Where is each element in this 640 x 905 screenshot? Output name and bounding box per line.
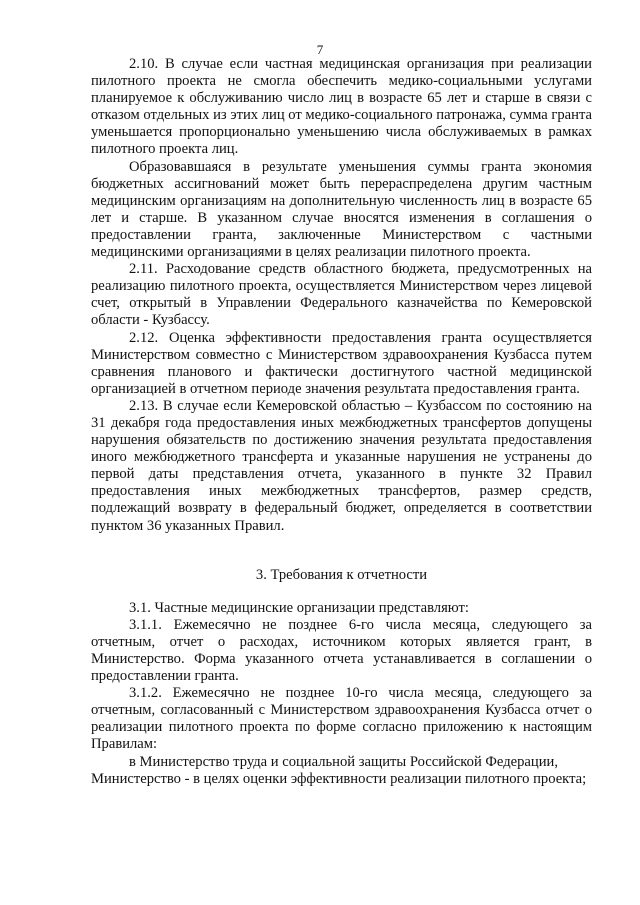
paragraph-recipient-ministry-labor: в Министерство труда и социальной защиты Российской Федерации,	[129, 753, 558, 770]
document-body	[91, 56, 592, 788]
spacer	[91, 535, 592, 552]
paragraph-2-10: 2.10. В случае если частная медицинская организация при реализации пилотного проекта не смогла обеспечить медико-социальными услугами планируемое к обслуживанию число лиц в возрасте 65 лет и старше в связи с отказом отдельных из этих лиц от медико-социального патронажа, сумма гранта уменьшается пропорционально уменьшению числа обслуживаемых в рамках пилотного проекта лиц.	[91, 56, 592, 158]
page-number: 7	[316, 42, 324, 57]
paragraph-2-12: 2.12. Оценка эффективности предоставления гранта осуществляется Министерством совместно с Министерством здравоохранения Кузбасса путем сравнения планового и фактически достигнутого частной медицинской организацией в отчетном периоде значения результата предоставления гранта.	[91, 329, 592, 397]
paragraph-3-1-1: 3.1.1. Ежемесячно не позднее 6-го числа месяца, следующего за отчетным, отчет о расходах, источником которых является грант, в Министерство. Форма указанного отчета устанавливается в соглашении о предоставлении гранта.	[91, 616, 592, 685]
paragraph-3-1: 3.1. Частные медицинские организации представляют:	[129, 599, 469, 616]
paragraph-economy-redistribution: Образовавшаяся в результате уменьшения суммы гранта экономия бюджетных ассигнований может быть перераспределена другим частным медицинским организациям на дополнительную численность лиц в возрасте 65 лет и старше. В указанном случае вносятся изменения в соглашения о предоставлении гранта, заключенные Министерством с частными медицинскими организациями в целях реализации пилотного проекта.	[91, 158, 592, 261]
paragraph-recipient-ministry: Министерство - в целях оценки эффективности реализации пилотного проекта;	[91, 770, 587, 787]
paragraph-2-13: 2.13. В случае если Кемеровской областью – Кузбассом по состоянию на 31 декабря года предоставления иных межбюджетных трансфертов допущены нарушения обязательств по достижению значения результата предоставления иного межбюджетного трансферта и указанные нарушения не устранены до первой даты представления отчета, указанного в пункте 32 Правил предоставления иных межбюджетных трансфертов, размер средств, подлежащий возврату в федеральный бюджет, определяется в соответствии пунктом 36 указанных Правил.	[91, 397, 592, 534]
section-heading: 3. Требования к отчетности	[255, 566, 428, 583]
paragraph-3-1-2: 3.1.2. Ежемесячно не позднее 10-го числа месяца, следующего за отчетным, согласованный с Министерством здравоохранения Кузбасса отчет о реализации пилотного проекта по форме согласно приложению к настоящим Правилам:	[91, 685, 592, 753]
paragraph-2-11: 2.11. Расходование средств областного бюджета, предусмотренных на реализацию пилотного проекта, осуществляется Министерством через лицевой счет, открытый в Управлении Федерального казначейства по Кемеровской области - Кузбассу.	[91, 261, 592, 329]
